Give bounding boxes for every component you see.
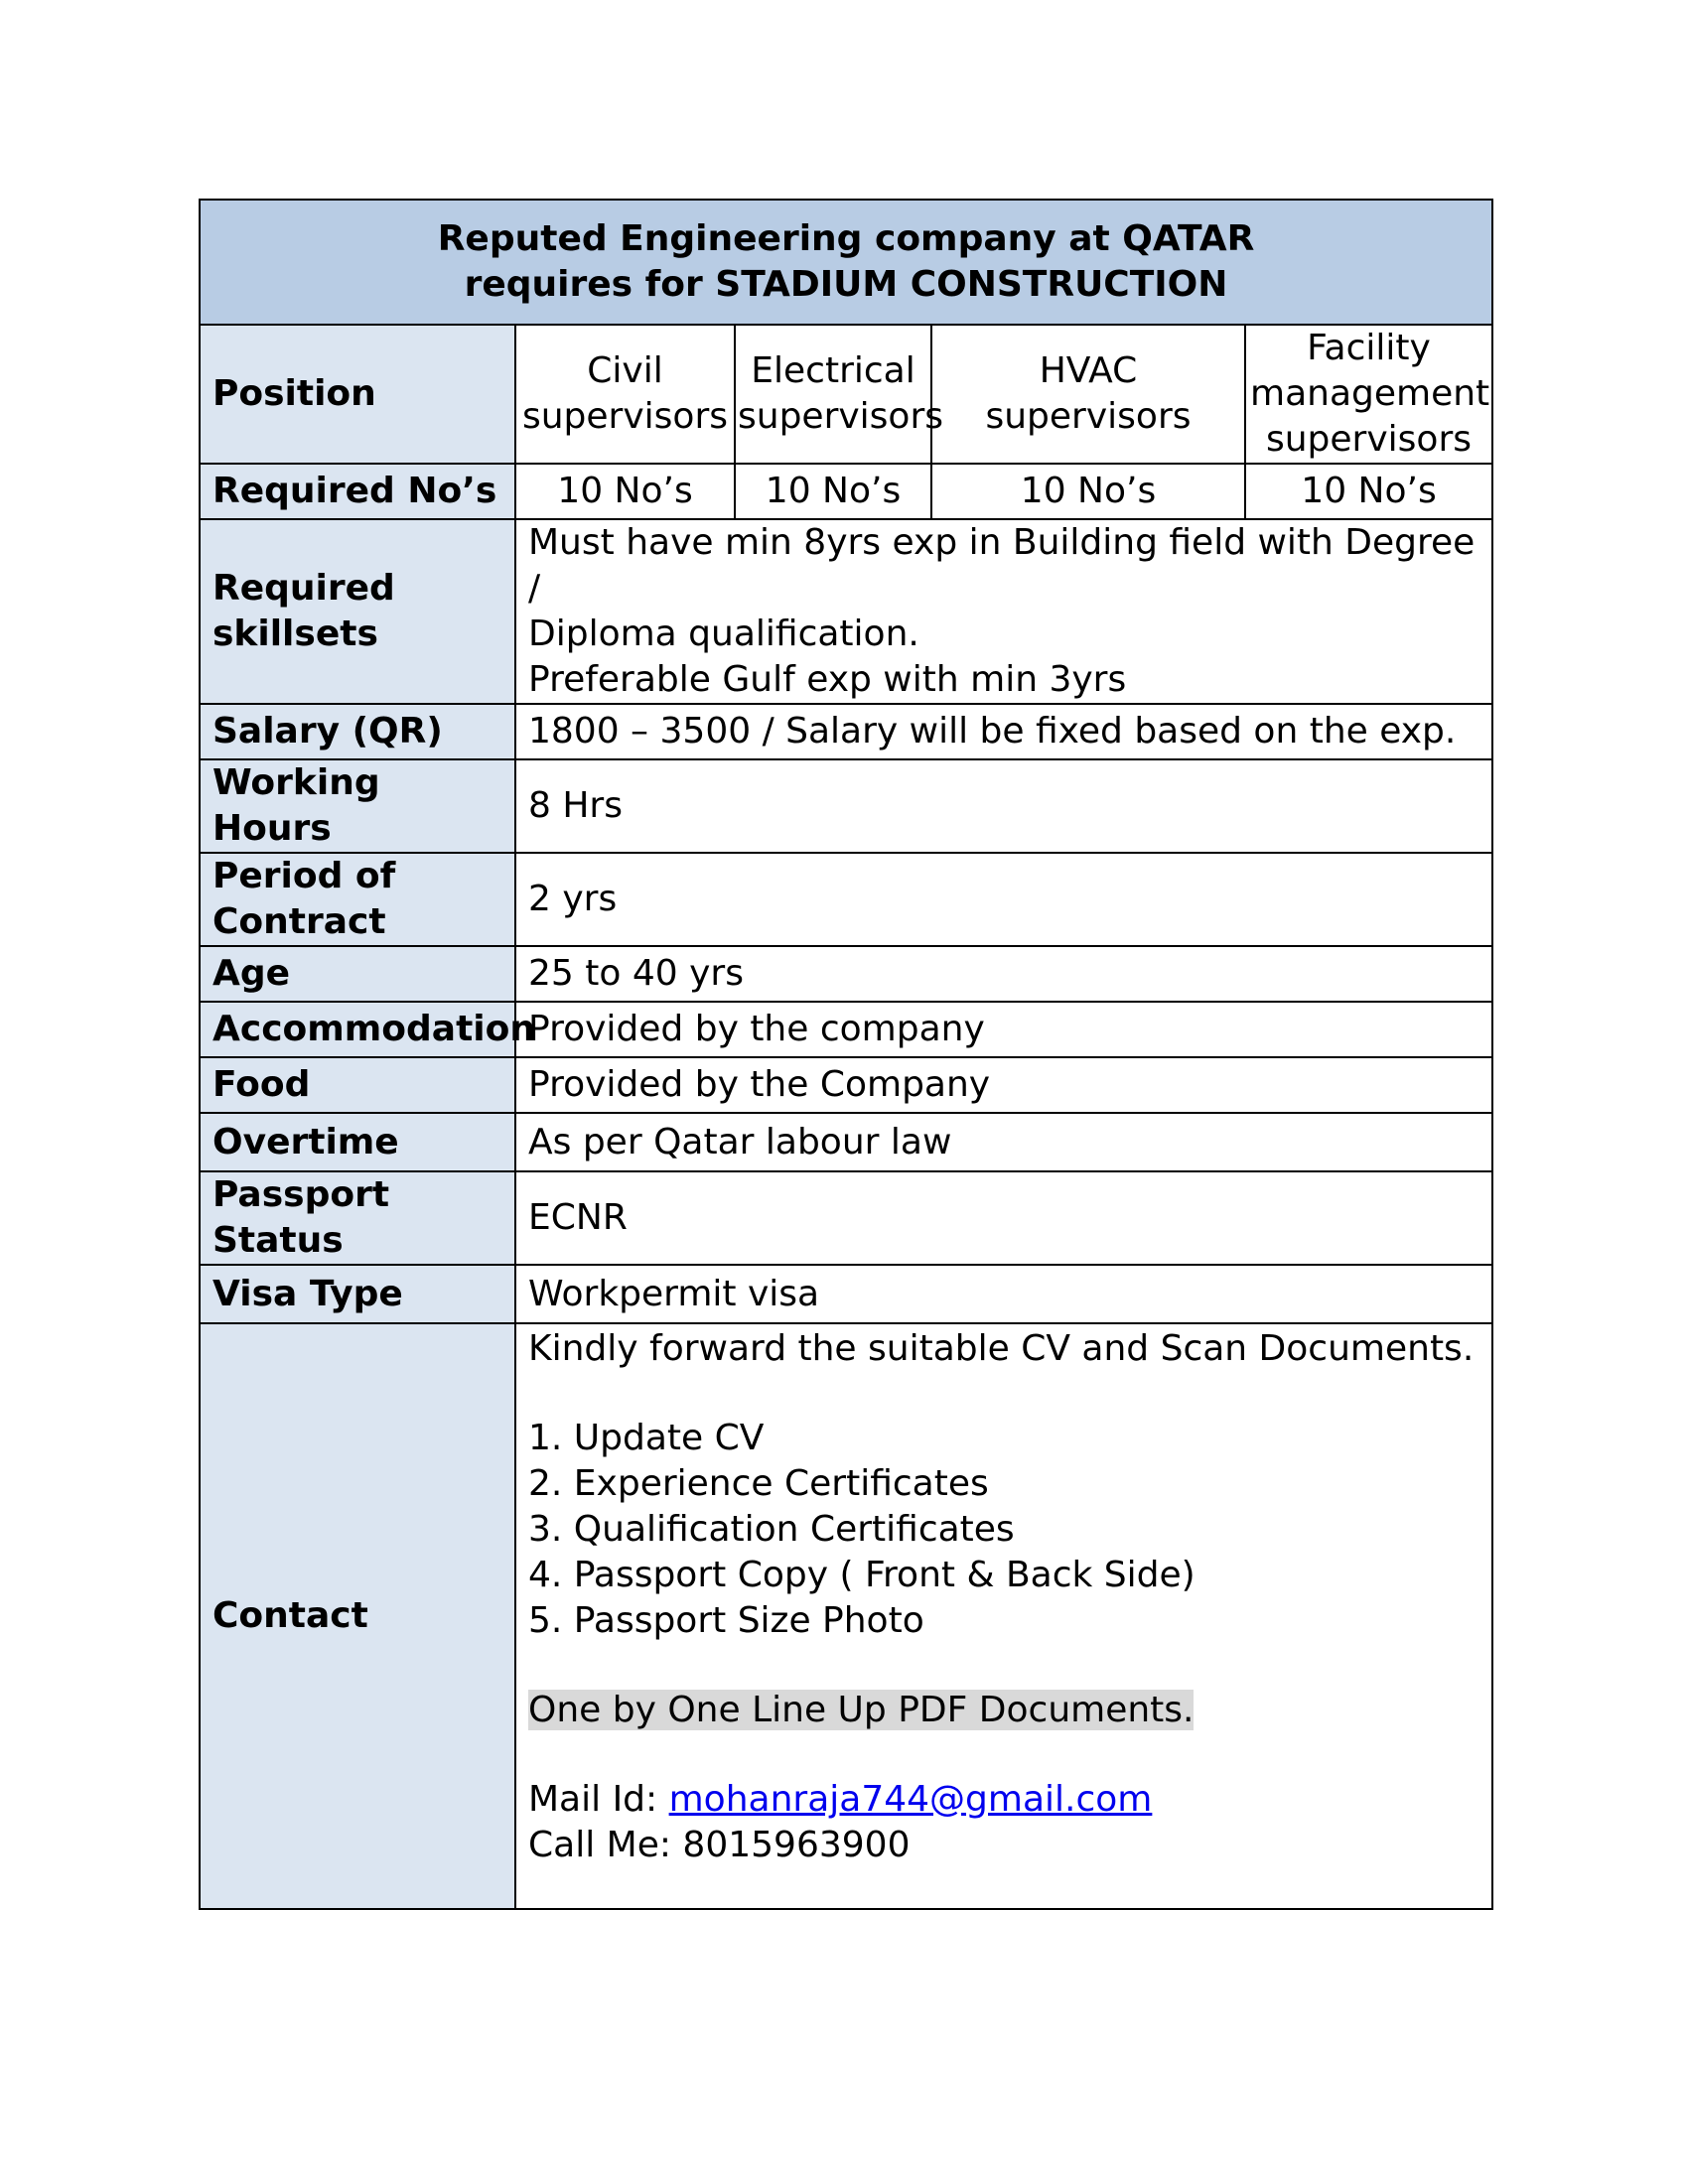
job-table (199, 199, 1493, 1910)
period-value: 2 yrs (515, 853, 1492, 946)
position-hvac-line-1: HVAC supervisors (985, 350, 1192, 437)
working-hours-value: 8 Hrs (515, 759, 1492, 853)
contact-value (515, 1323, 1492, 1909)
food-value: Provided by the Company (515, 1057, 1492, 1113)
food-label: Food (200, 1057, 515, 1113)
skillsets-line-3: Preferable Gulf exp with min 3yrs (528, 659, 1127, 700)
title-line-2: requires for STADIUM CONSTRUCTION (464, 264, 1228, 305)
period-label-line-1: Period of (212, 856, 396, 896)
visa-type-label: Visa Type (200, 1265, 515, 1323)
position-facility-line-1: Facility (1307, 328, 1431, 368)
list-item: 4. Passport Copy ( Front & Back Side) (528, 1555, 1196, 1595)
position-facility-line-2: management (1250, 373, 1490, 414)
page-title (200, 200, 1492, 325)
skillsets-label-line-2: skillsets (212, 614, 378, 654)
period-row (200, 853, 1492, 946)
required-nos-hvac: 10 No’s (931, 464, 1245, 519)
list-item: 5. Passport Size Photo (528, 1600, 924, 1641)
required-nos-row (200, 464, 1492, 519)
list-item: 1. Update CV (528, 1418, 765, 1458)
passport-status-label: Passport Status (200, 1171, 515, 1265)
accommodation-value: Provided by the company (515, 1002, 1492, 1057)
visa-type-value: Workpermit visa (515, 1265, 1492, 1323)
position-label: Position (200, 325, 515, 464)
skillsets-label (200, 519, 515, 704)
position-electrical (735, 325, 944, 464)
food-row (200, 1057, 1492, 1113)
contact-intro: Kindly forward the suitable CV and Scan Documents. (528, 1328, 1475, 1369)
position-civil-line-1: Civil (587, 350, 663, 391)
position-row (200, 325, 1492, 464)
age-value: 25 to 40 yrs (515, 946, 1492, 1002)
position-electrical-line-2: supervisors (738, 396, 944, 437)
required-nos-electrical: 10 No’s (735, 464, 931, 519)
mail-line (528, 1777, 1479, 1823)
skillsets-row (200, 519, 1492, 704)
position-facility (1245, 325, 1492, 464)
accommodation-row (200, 1002, 1492, 1057)
call-line: Call Me: 8015963900 (528, 1825, 911, 1865)
skillsets-label-line-1: Required (212, 568, 395, 609)
passport-status-row (200, 1171, 1492, 1265)
required-nos-facility: 10 No’s (1245, 464, 1492, 519)
highlighted-note: One by One Line Up PDF Documents. (528, 1690, 1195, 1730)
skillsets-line-1: Must have min 8yrs exp in Building field with Degree / (528, 522, 1476, 609)
visa-type-row (200, 1265, 1492, 1323)
contact-label: Contact (200, 1323, 515, 1909)
required-nos-label: Required No’s (200, 464, 515, 519)
position-civil (515, 325, 735, 464)
age-label: Age (200, 946, 515, 1002)
passport-status-value: ECNR (515, 1171, 1492, 1265)
overtime-row (200, 1113, 1492, 1171)
period-label (200, 853, 515, 946)
title-line-1: Reputed Engineering company at QATAR (437, 218, 1255, 259)
accommodation-label: Accommodation (200, 1002, 515, 1057)
mail-label: Mail Id: (528, 1779, 669, 1820)
salary-label: Salary (QR) (200, 704, 515, 759)
period-label-line-2: Contract (212, 901, 386, 942)
position-hvac (931, 325, 1245, 464)
skillsets-line-2: Diploma qualification. (528, 614, 919, 654)
overtime-label: Overtime (200, 1113, 515, 1171)
working-hours-label: Working Hours (200, 759, 515, 853)
required-nos-civil: 10 No’s (515, 464, 735, 519)
position-civil-line-2: supervisors (521, 396, 729, 437)
working-hours-row (200, 759, 1492, 853)
age-row (200, 946, 1492, 1002)
title-row (200, 200, 1492, 325)
list-item: 3. Qualification Certificates (528, 1509, 1015, 1550)
skillsets-value (515, 519, 1492, 704)
overtime-value: As per Qatar labour law (515, 1113, 1492, 1171)
salary-value: 1800 – 3500 / Salary will be fixed based on the exp. (515, 704, 1492, 759)
contact-row (200, 1323, 1492, 1909)
list-item: 2. Experience Certificates (528, 1463, 989, 1504)
email-link[interactable]: mohanraja744@gmail.com (668, 1779, 1153, 1820)
position-electrical-line-1: Electrical (751, 350, 915, 391)
salary-row (200, 704, 1492, 759)
position-facility-line-3: supervisors (1265, 419, 1473, 460)
